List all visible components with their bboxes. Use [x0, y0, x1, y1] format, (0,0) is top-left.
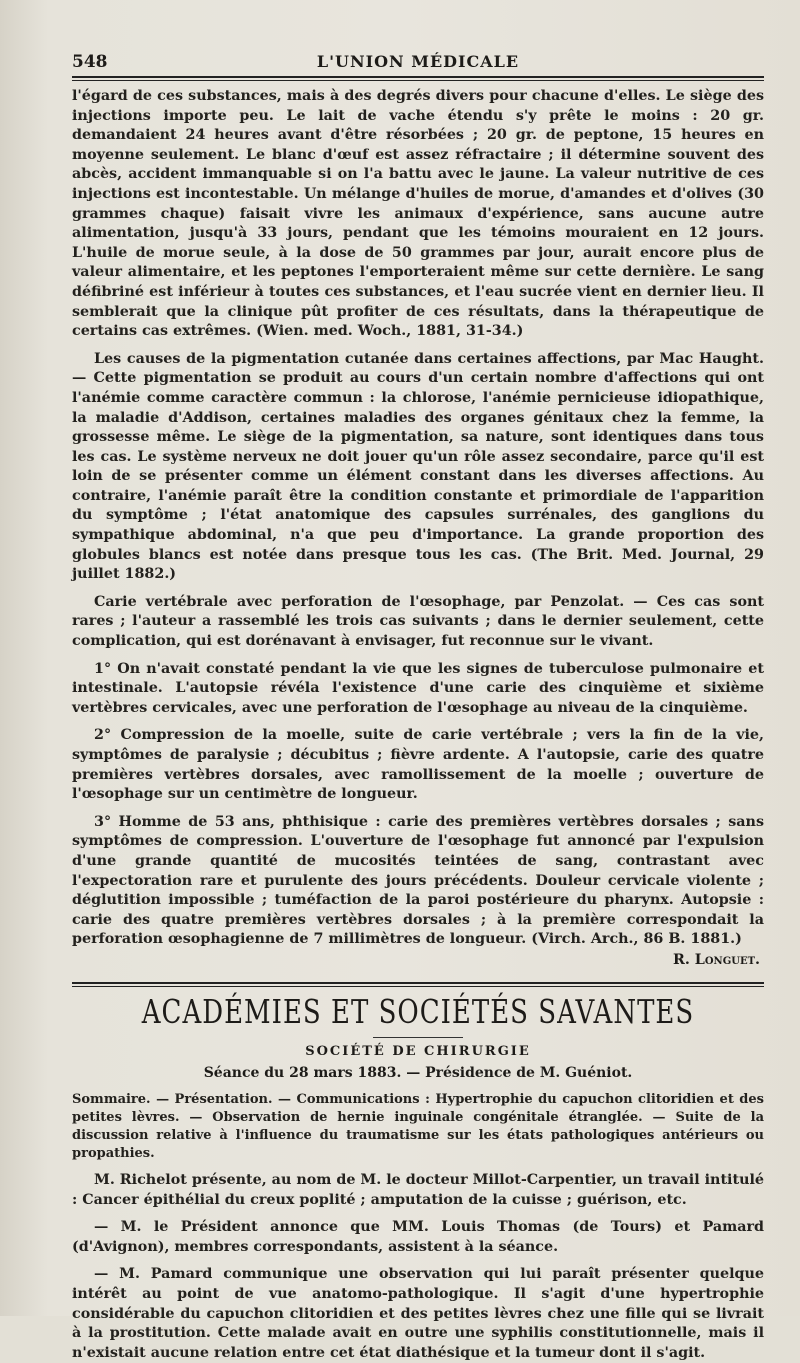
session-line: Séance du 28 mars 1883. — Présidence de M. Guéniot.: [203, 1064, 633, 1081]
page-number: 548: [72, 52, 108, 72]
running-head: [72, 46, 764, 76]
paragraph-richelot: M. Richelot présente, au nom de M. le docteur Millot-Carpentier, un travail intitulé : Cancer épithélial du creux poplité ; amputation de la cuisse ; guérison, etc.: [72, 1171, 764, 1208]
paragraph-pamard: — M. Pamard communique une observation qui lui paraît présenter quelque intérêt au point de vue anatomo-pathologique. Il s'agit d'une hypertrophie considérable du capuchon clitoridien et des petites lèvres chez une fille qui se livrait à la prostitution. Cette malade avait en outre une syphilis constitutionnelle, mais il n'existait aucune relation entre cet état diathésique et la tumeur dont il s'agit.: [72, 1266, 764, 1361]
summary-paragraph: Sommaire. — Présentation. — Communications : Hypertrophie du capuchon clitoridien et des petites lèvres. — Observation de hernie inguinale congénitale étranglée. — Suite de la discussion relative à l'influence du traumatisme sur les états pathologiques antérieurs ou propathies.: [72, 1091, 764, 1161]
society-heading: SOCIÉTÉ DE CHIRURGIE: [305, 1043, 531, 1059]
short-rule: [373, 1037, 463, 1038]
paragraph-pigmentation: Les causes de la pigmentation cutanée dans certaines affections, par Mac Haught. — Cette pigmentation se produit au cours d'un certain nombre d'affections qui ont l'anémie comme caractère commun : la chlorose, l'anémie pernicieuse idiopathique, la maladie d'Addison, certaines maladies des organes génitaux chez la femme, la grossesse même. Le siège de la pigmentation, sa nature, sont identiques dans tous les cas. Le système nerveux ne doit jouer qu'un rôle assez secondaire, parce qu'il est loin de se présenter comme un élément constant dans les diverses affections. Au contraire, l'anémie paraît être la condition constante et primordiale de l'apparition du symptôme ; l'état anatomique des capsules surrénales, des ganglions du sympathique abdominal, n'a que peu d'importance. La grande proportion des globules blancs est notée dans presque tous les cas. (The Brit. Med. Journal, 29 juillet 1882.): [72, 350, 764, 583]
journal-title: L'UNION MÉDICALE: [316, 52, 520, 71]
paragraph-case-1: 1° On n'avait constaté pendant la vie que les signes de tuberculose pulmonaire et intestinale. L'autopsie révéla l'existence d'une carie des cinquième et sixième vertèbres cervicales, avec une perforation de l'œsophage au niveau de la cinquième.: [72, 660, 764, 716]
paragraph-case-2: 2° Compression de la moelle, suite de carie vertébrale ; vers la fin de la vie, symptômes de paralysie ; décubitus ; fièvre ardente. A l'autopsie, carie des quatre premières vertèbres dorsales, avec ramollissement de la moelle ; ouverture de l'œsophage sur un centimètre de longueur.: [72, 727, 764, 803]
header-rule: [72, 76, 764, 81]
section-rule: [72, 982, 764, 987]
paragraph-injections: l'égard de ces substances, mais à des degrés divers pour chacune d'elles. Le siège des injections importe peu. Le lait de vache étendu s'y prête le moins : 20 gr. demandaient 24 heures avant d'être résorbées ; 20 gr. de peptone, 15 heures en moyenne seulement. Le blanc d'œuf est assez réfractaire ; il détermine souvent des abcès, accident immanquable si on l'a battu avec le jaune. La valeur nutritive de ces injections est incontestable. Un mélange d'huiles de morue, d'amandes et d'olives (30 grammes chaque) faisait vivre les animaux d'expérience, sans aucune autre alimentation, jusqu'à 33 jours, pendant que les témoins mouraient en 12 jours. L'huile de morue seule, à la dose de 50 grammes par jour, aurait encore plus de valeur alimentaire, et les peptones l'emporteraient même sur cette dernière. Le sang défibriné est inférieur à toutes ces substances, et l'eau sucrée vient en dernier lieu. Il semblerait que la clinique pût profiter de ces résultats, dans la thérapeutique de certains cas extrêmes. (Wien. med. Woch., 1881, 31-34.): [72, 88, 764, 340]
paragraph-president: — M. le Président annonce que MM. Louis Thomas (de Tours) et Pamard (d'Avignon), membres correspondants, assistent à la séance.: [72, 1219, 764, 1255]
paragraph-case-3: 3° Homme de 53 ans, phthisique : carie des premières vertèbres dorsales ; sans symptômes de compression. L'ouverture de l'œsophage fut annoncé par l'expulsion d'une grande quantité de mucosités teintées de sang, contrastant avec l'expectoration rare et purulente des jours précédents. Douleur cervicale violente ; déglutition impossible ; tuméfaction de la paroi postérieure du pharynx. Autopsie : carie des quatre premières vertèbres dorsales ; à la première correspondait la perforation œsophagienne de 7 millimètres de longueur. (Virch. Arch., 86 B. 1881.): [72, 813, 764, 948]
section-title: ACADÉMIES ET SOCIÉTÉS SAVANTES: [141, 994, 695, 1032]
author-signature: R. Longuet.: [672, 951, 760, 968]
paragraph-carie-vertebrale: Carie vertébrale avec perforation de l'œsophage, par Penzolat. — Ces cas sont rares ; l'auteur a rassemblé les trois cas suivants ; dans le dernier seulement, cette complication, qui est dorénavant à envisager, fut reconnue sur le vivant.: [72, 593, 764, 650]
